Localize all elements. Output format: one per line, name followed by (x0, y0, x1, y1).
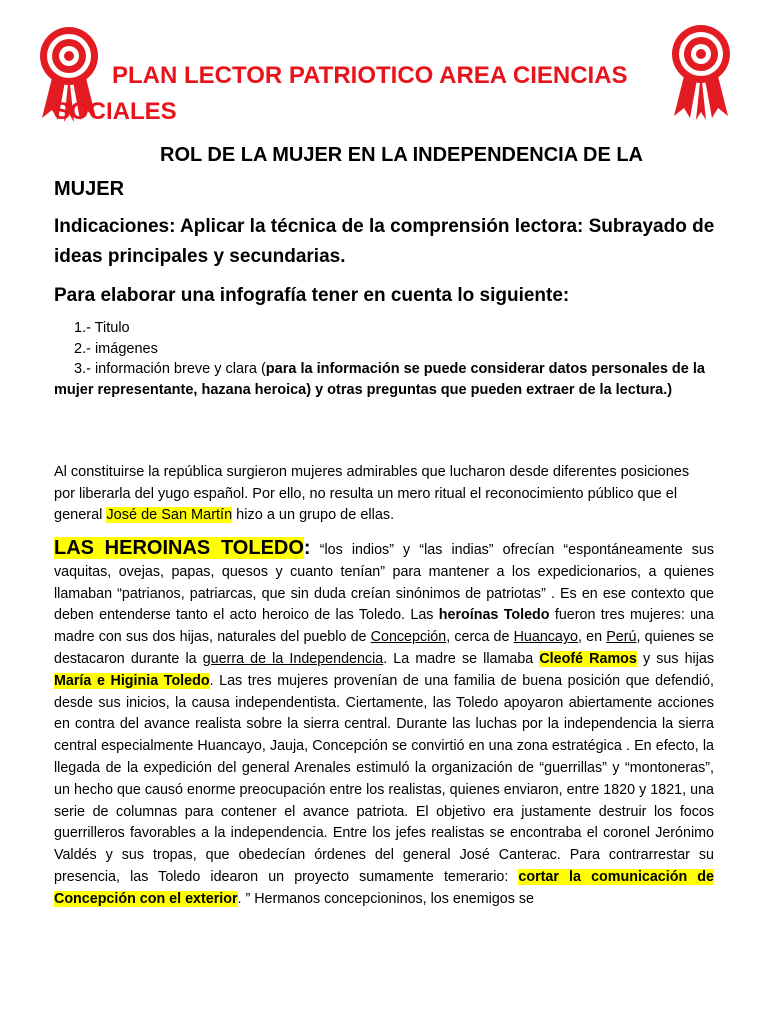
highlight-san-martin: José de San Martín (106, 507, 233, 523)
heroinas-heading: LAS HEROINAS TOLEDO (54, 537, 304, 559)
heroinas-t3: , cerca de (446, 629, 514, 646)
heroinas-t2: fueron tres mujeres: una madre con sus dos hijas, naturales del pueblo de (54, 607, 715, 646)
list-item-3-text: 3.- información breve y clara ( (74, 361, 266, 377)
indicaciones-text: Indicaciones: Aplicar la técnica de la comprensión lectora: Subrayado de ideas principales y secundarias. (54, 216, 715, 267)
highlight-cortar-comunicacion: cortar la comunicación de Concepción con el exterior (54, 868, 714, 907)
intro-text-b: hizo a un grupo de ellas. (232, 507, 395, 523)
list-item-2: 2.- imágenes (74, 340, 158, 357)
intro-paragraph (54, 462, 714, 527)
heroinas-colon: : (303, 537, 311, 559)
document-title: PLAN LECTOR PATRIOTICO AREA CIENCIAS SOCIALES (54, 62, 628, 125)
heroinas-t6: . La madre se llamaba (383, 650, 540, 667)
heroinas-t9: . ” Hermanos concepcioninos, los enemigos se (237, 890, 534, 907)
link-guerra-independencia[interactable]: guerra de la Independencia (202, 650, 384, 667)
infografia-heading: Para elaborar una infografía tener en cuenta lo siguiente: (54, 285, 570, 306)
intro-text-a: Al constituirse la república surgieron mujeres admirables que lucharon desde diferentes posiciones por liberarla del yugo español. Por ello, no resulta un mero ritual el reconocimiento público que el general (54, 464, 690, 523)
highlight-maria-higinia: María e Higinia Toledo (54, 672, 210, 689)
heroinas-t7: y sus hijas (636, 650, 714, 667)
document-subtitle: ROL DE LA MUJER EN LA INDEPENDENCIA DE LA MUJER (54, 144, 643, 200)
heroinas-paragraph (54, 538, 714, 911)
list-item-1: 1.- Titulo (74, 320, 130, 336)
list-item-3-bold: para la información se puede considerar datos personales de la mujer representante, hazana heroica) y otras preguntas que pueden extraer de la lectura.) (54, 361, 705, 398)
heroinas-t5: , quienes se destacaron durante la (54, 629, 714, 667)
heroinas-bold-name: heroínas Toledo (438, 607, 550, 624)
heroinas-t1: “los indios” y “las indias” ofrecían “espontáneamente sus vaquitas, ovejas, papas, quesos y cuanto tenían” para mantener a los expedicionarios, a quienes llamaban “patrianos, patriarcas, que sin duda creían sinónimos de patriotas” . Es en ese contexto que deben entenderse tanto el acto heroico de las Toledo. Las (54, 542, 714, 624)
heroinas-t4: , en (577, 629, 607, 646)
infografia-list (54, 318, 734, 400)
link-huancayo[interactable]: Huancayo (513, 629, 578, 646)
link-peru[interactable]: Perú (606, 629, 637, 646)
link-concepcion[interactable]: Concepción (370, 629, 447, 646)
highlight-cleofe-ramos: Cleofé Ramos (539, 650, 637, 667)
heroinas-t8: . Las tres mujeres provenían de una familia de buena posición que defendió, desde sus inicios, la causa independentista. Ciertamente, las Toledo apoyaron abiertamente acciones en contra del avance realista sobre la sierra central. Durante las luchas por la independencia la sierra central especialmente Huancayo, Jauja, Concepción se convirtió en una zona estratégica . En efecto, la llegada de la expedición del general Arenales estimuló la organización de “guerrillas” y “montoneras”, un hecho que causó enorme preocupación entre los realistas, quienes enviaron, entre 1820 y 1821, una serie de columnas para contener el avance patriota. El objetivo era justamente destruir los focos guerrilleros favorables a la independencia. Entre los jefes realistas se encontraba el coronel Jerónimo Valdés y sus tropas, que obedecían órdenes del general José Canterac. Para contrarrestar su presencia, las Toledo idearon un proyecto sumamente temerario: (54, 672, 715, 885)
list-item-3 (54, 359, 734, 400)
